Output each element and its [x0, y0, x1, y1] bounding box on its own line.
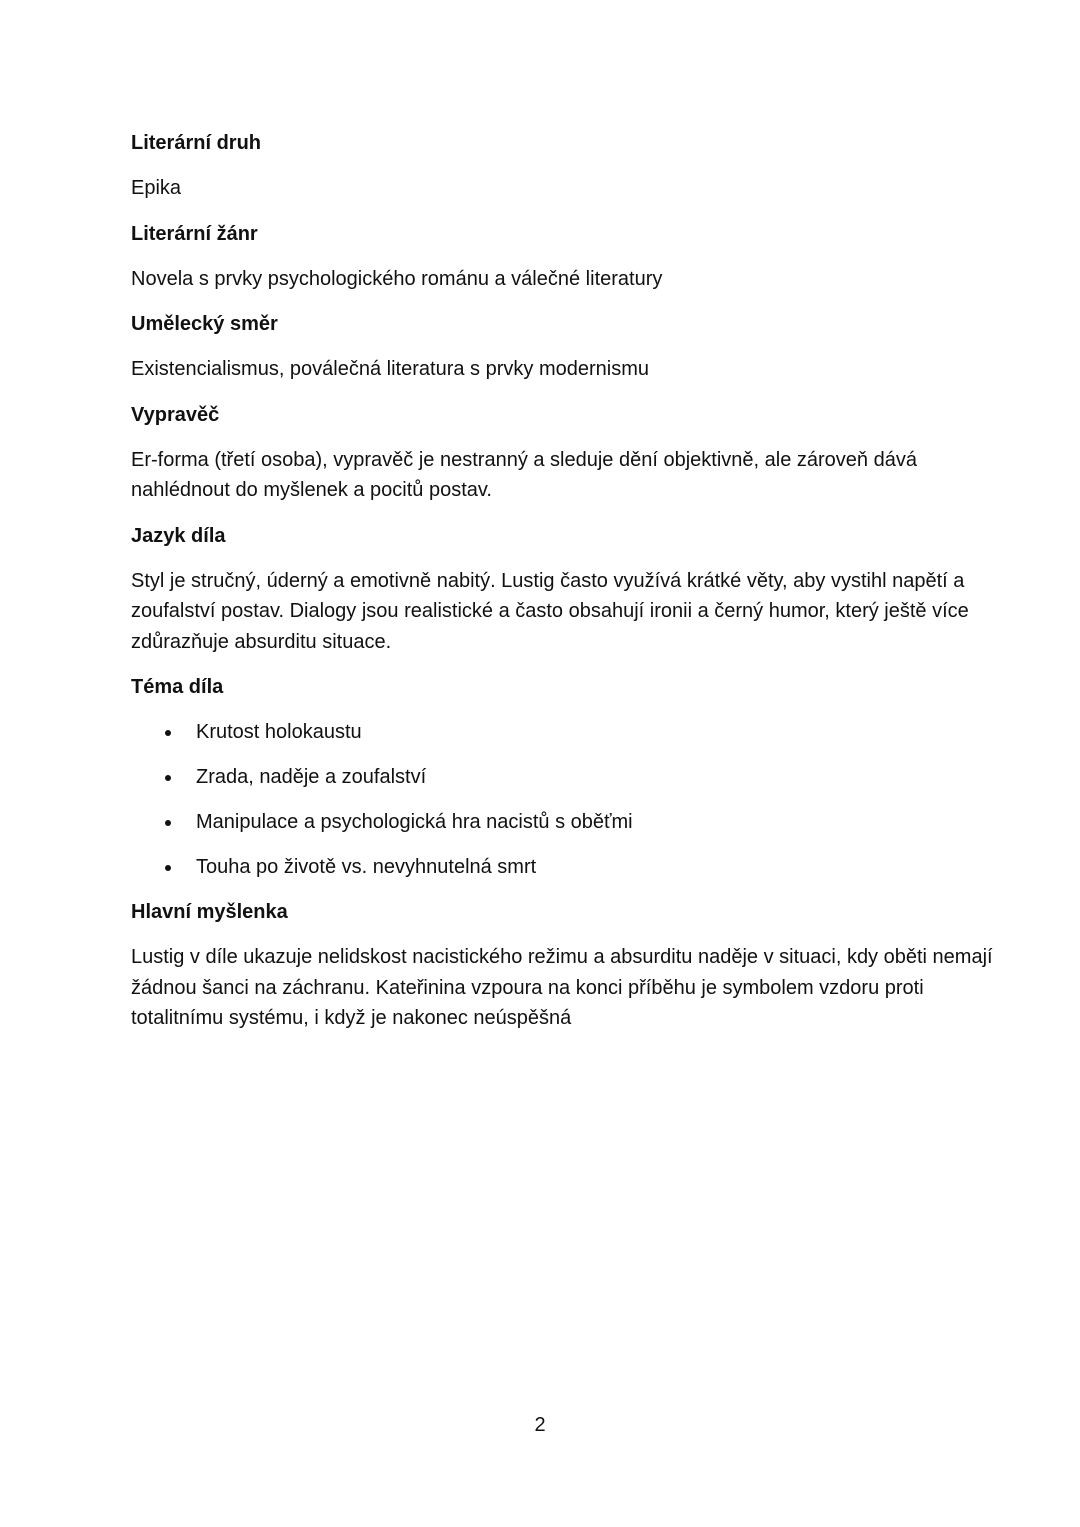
list-item-text: Touha po životě vs. nevyhnutelná smrt — [196, 856, 537, 878]
section-heading: Literární druh — [131, 132, 262, 154]
section-text: Existencialismus, poválečná literatura s prvky modernismu — [131, 358, 649, 380]
section-heading: Hlavní myšlenka — [131, 901, 288, 923]
document-content — [131, 128, 1011, 1049]
section-text: Epika — [131, 177, 182, 199]
section-text: Styl je stručný, úderný a emotivně nabitý. Lustig často využívá krátké věty, aby vystihl napětí a zoufalství postav. Dialogy jsou realistické a často obsahují ironii a černý humor, který ještě více zdůrazňuje absurditu situace. — [131, 569, 969, 653]
list-item-text: Manipulace a psychologická hra nacistů s oběťmi — [196, 811, 633, 833]
section-heading: Jazyk díla — [131, 524, 226, 547]
bullet-icon — [165, 775, 171, 781]
section-heading: Vypravěč — [131, 403, 220, 426]
theme-bullet-list — [131, 717, 1011, 882]
section-main-idea — [131, 897, 1011, 1034]
section-narrator — [131, 400, 1011, 506]
bullet-icon — [165, 865, 171, 871]
section-text: Er-forma (třetí osoba), vypravěč je nestranný a sleduje dění objektivně, ale zároveň dává nahlédnout do myšlenek a pocitů postav. — [131, 448, 917, 501]
section-literary-kind — [131, 128, 1011, 204]
page-number: 2 — [534, 1414, 546, 1436]
list-item — [131, 762, 1011, 792]
section-heading: Téma díla — [131, 676, 224, 698]
list-item — [131, 807, 1011, 837]
section-text: Lustig v díle ukazuje nelidskost nacistického režimu a absurditu naděje v situaci, kdy oběti nemají žádnou šanci na záchranu. Kateřinina vzpoura na konci příběhu je symbolem vzdoru proti totalitnímu systému, i když je nakonec neúspěšná — [131, 946, 993, 1029]
section-art-movement — [131, 309, 1011, 385]
list-item — [131, 717, 1011, 747]
section-heading: Literární žánr — [131, 222, 258, 245]
list-item-text: Krutost holokaustu — [196, 721, 362, 743]
list-item-text: Zrada, naděje a zoufalství — [196, 766, 427, 788]
bullet-icon — [165, 730, 171, 736]
section-literary-genre — [131, 219, 1011, 295]
list-item — [131, 852, 1011, 882]
bullet-icon — [165, 820, 171, 826]
section-text: Novela s prvky psychologického románu a válečné literatury — [131, 267, 663, 290]
section-language — [131, 521, 1011, 658]
section-heading: Umělecký směr — [131, 313, 278, 335]
section-theme — [131, 672, 1011, 882]
